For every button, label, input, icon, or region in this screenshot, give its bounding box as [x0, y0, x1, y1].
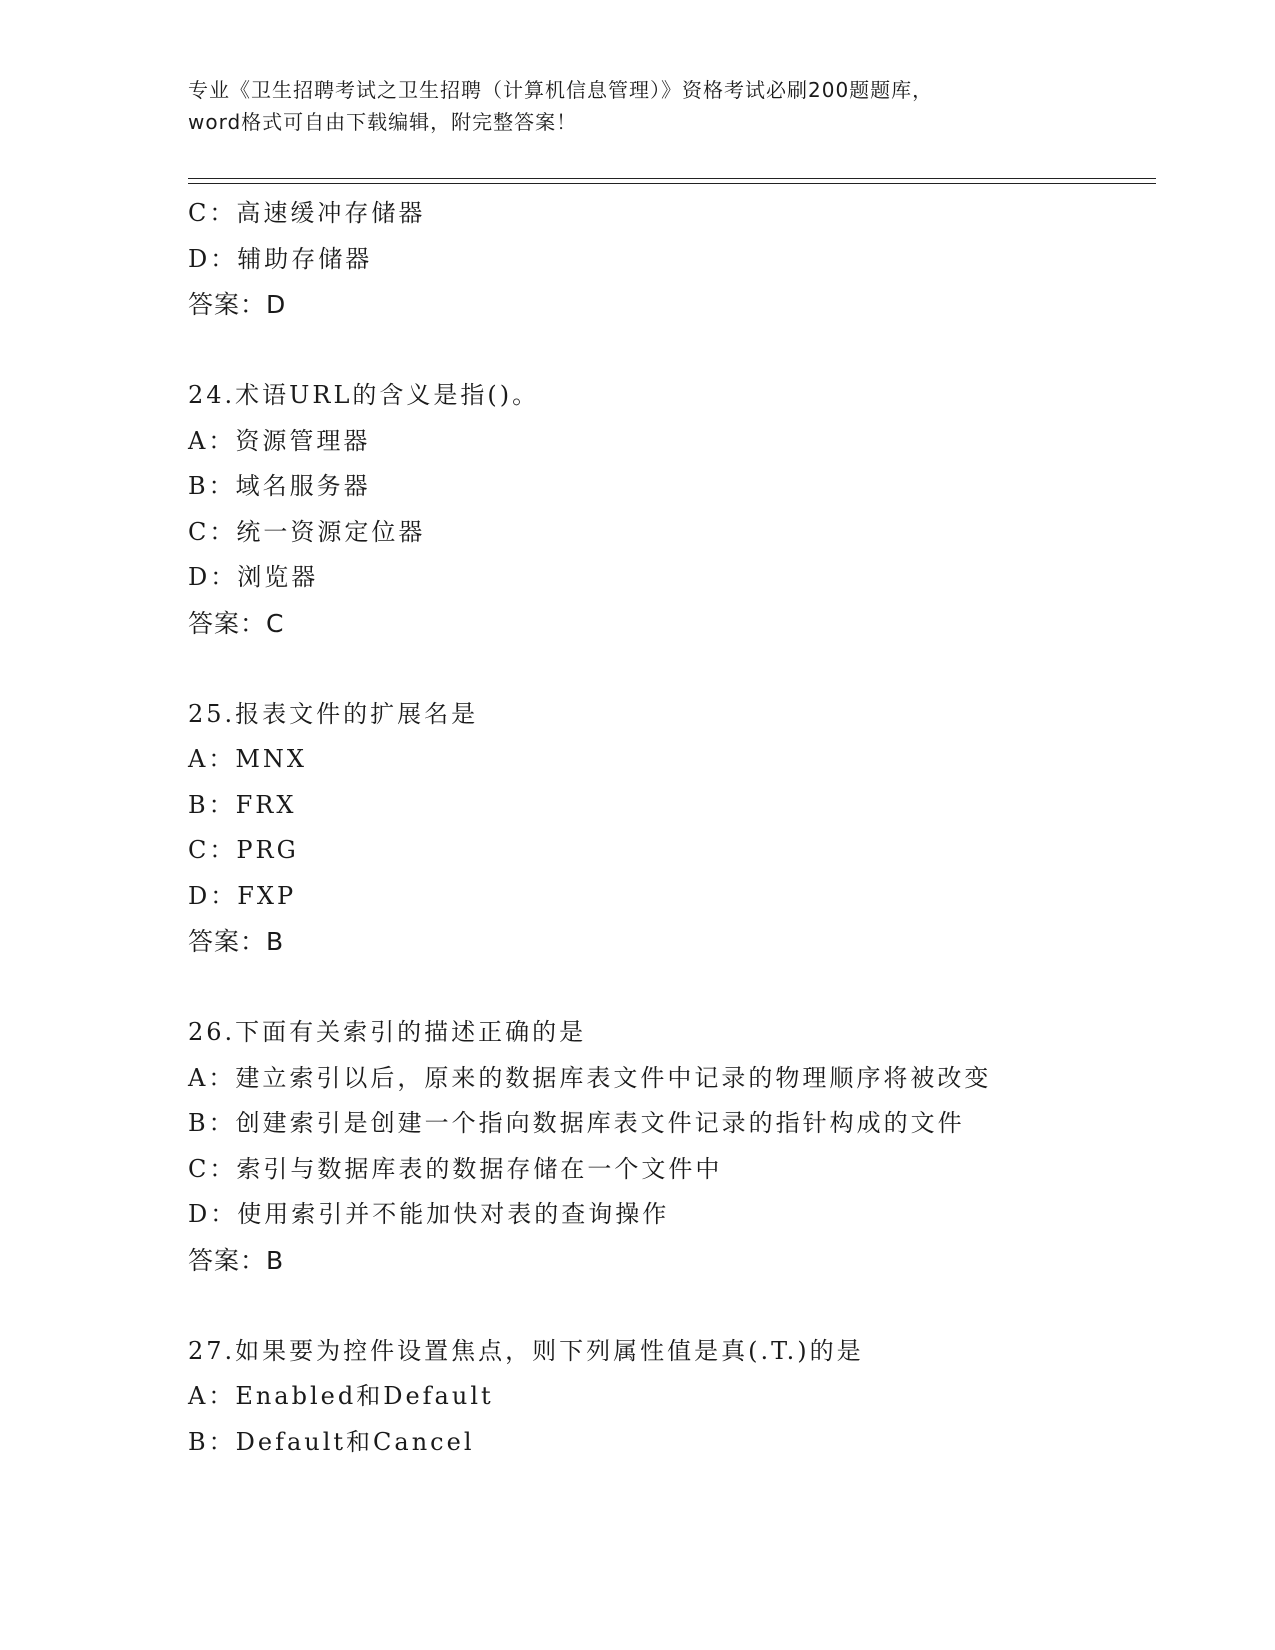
question-24	[188, 373, 1148, 646]
option-c: C：高速缓冲存储器	[188, 199, 426, 227]
document-header	[188, 74, 1088, 138]
answer: 答案：B	[188, 927, 285, 956]
question-text: 26.下面有关索引的描述正确的是	[188, 1018, 587, 1046]
option-b: B：Default和Cancel	[188, 1427, 475, 1456]
option-b: B：域名服务器	[188, 472, 371, 500]
option-a: A：Enabled和Default	[188, 1382, 494, 1410]
option-a: A：建立索引以后，原来的数据库表文件中记录的物理顺序将被改变	[188, 1063, 992, 1092]
question-text: 27.如果要为控件设置焦点，则下列属性值是真(.T.)的是	[188, 1336, 864, 1365]
question-text: 24.术语URL的含义是指()。	[188, 381, 540, 409]
question-25	[188, 692, 1148, 965]
spacer	[188, 328, 1148, 374]
question-23-continued	[188, 191, 1148, 328]
answer: 答案：B	[188, 1245, 285, 1275]
header-divider-bottom	[188, 183, 1156, 184]
header-title-line-2: word格式可自由下载编辑，附完整答案！	[188, 110, 578, 134]
option-b: B：创建索引是创建一个指向数据库表文件记录的指针构成的文件	[188, 1109, 965, 1137]
option-c: C：索引与数据库表的数据存储在一个文件中	[188, 1154, 723, 1183]
option-d: D：浏览器	[188, 563, 319, 591]
spacer	[188, 965, 1148, 1011]
option-d: D：使用索引并不能加快对表的查询操作	[188, 1200, 670, 1228]
option-d: D：FXP	[188, 881, 297, 910]
question-list	[188, 191, 1148, 1465]
option-a: A：资源管理器	[188, 426, 371, 455]
option-c: C：PRG	[188, 836, 299, 864]
option-b: B：FRX	[188, 790, 297, 819]
option-c: C：统一资源定位器	[188, 517, 426, 546]
header-title-line-1: 专业《卫生招聘考试之卫生招聘（计算机信息管理）》资格考试必刷200题题库，	[188, 78, 934, 102]
option-d: D：辅助存储器	[188, 244, 373, 273]
option-a: A：MNX	[188, 745, 307, 773]
question-27	[188, 1329, 1148, 1466]
answer: 答案：D	[188, 290, 287, 319]
header-divider-top	[188, 178, 1156, 179]
spacer	[188, 1283, 1148, 1329]
spacer	[188, 646, 1148, 692]
answer: 答案：C	[188, 608, 285, 638]
question-text: 25.报表文件的扩展名是	[188, 699, 479, 728]
question-26	[188, 1010, 1148, 1283]
